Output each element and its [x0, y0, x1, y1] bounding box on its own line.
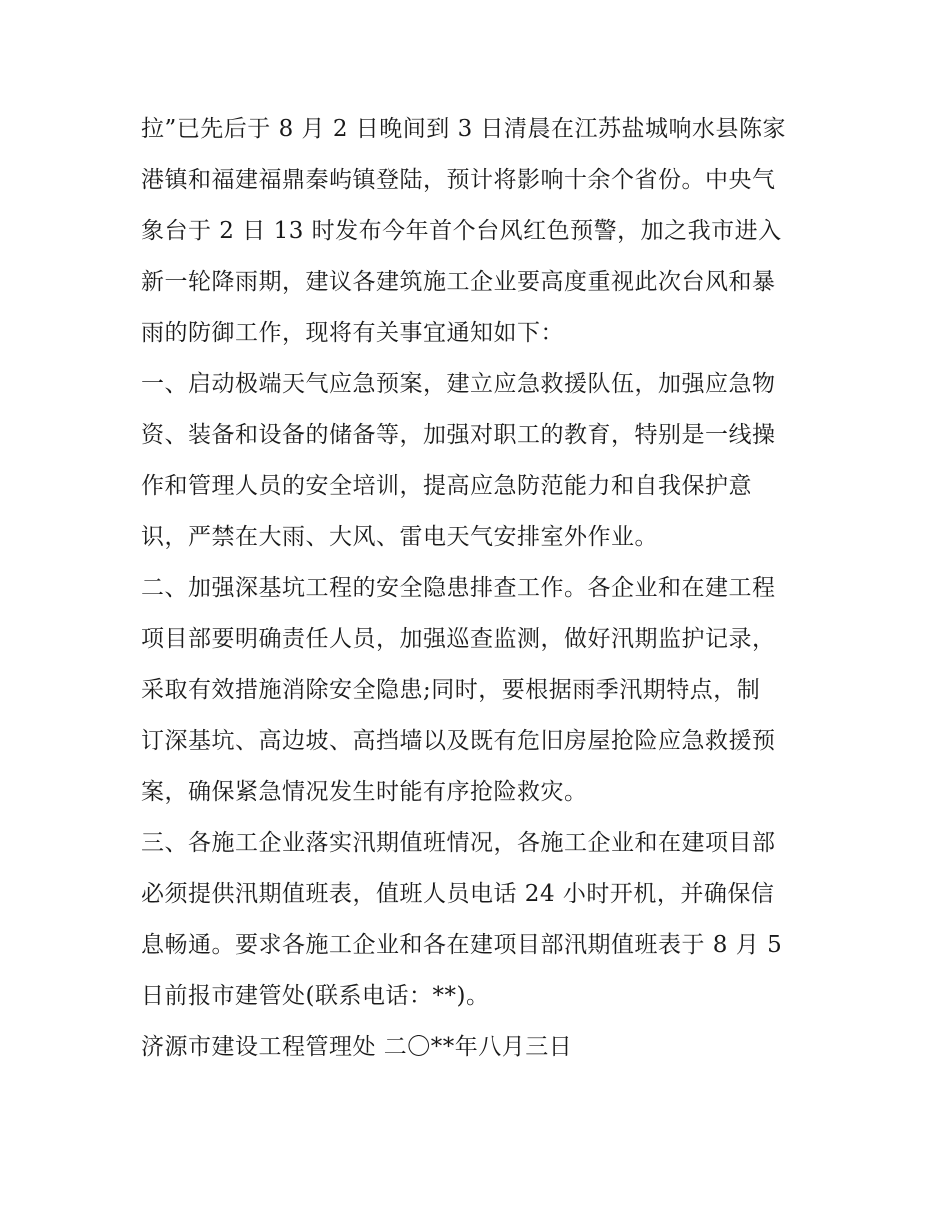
text-line: 资、装备和设备的储备等，加强对职工的教育，特别是一线操	[141, 422, 776, 448]
text-line: 象台于 2 日 13 时发布今年首个台风红色预警，加之我市进入	[141, 218, 782, 244]
text-line: 订深基坑、高边坡、高挡墙以及既有危旧房屋抢险应急救援预	[141, 728, 776, 754]
text-line: 必须提供汛期值班表，值班人员电话 24 小时开机，并确保信	[141, 881, 775, 907]
text-line: 作和管理人员的安全培训，提高应急防范能力和自我保护意	[141, 473, 752, 499]
signature-line: 济源市建设工程管理处 二〇**年八月三日	[141, 1034, 573, 1060]
text-line: 采取有效措施消除安全隐患;同时，要根据雨季汛期特点，制	[141, 677, 761, 703]
text-line: 案，确保紧急情况发生时能有序抢险救灾。	[141, 779, 588, 805]
text-line: 日前报市建管处(联系电话：**)。	[141, 983, 490, 1009]
section-two-line: 二、加强深基坑工程的安全隐患排查工作。各企业和在建工程	[141, 575, 776, 601]
text-line: 雨的防御工作，现将有关事宜通知如下：	[141, 320, 564, 346]
text-line: 新一轮降雨期，建议各建筑施工企业要高度重视此次台风和暴	[141, 269, 776, 295]
section-three-line: 三、各施工企业落实汛期值班情况，各施工企业和在建项目部	[141, 830, 776, 856]
text-line: 项目部要明确责任人员，加强巡查监测，做好汛期监护记录，	[141, 626, 776, 652]
document-body	[141, 104, 813, 1073]
text-line: 息畅通。要求各施工企业和各在建项目部汛期值班表于 8 月 5	[141, 932, 783, 958]
section-one-line: 一、启动极端天气应急预案，建立应急救援队伍，加强应急物	[141, 371, 776, 397]
text-line: 拉”已先后于 8 月 2 日晚间到 3 日清晨在江苏盐城响水县陈家	[141, 116, 787, 142]
text-line: 识，严禁在大雨、大风、雷电天气安排室外作业。	[141, 524, 658, 550]
text-line: 港镇和福建福鼎秦屿镇登陆，预计将影响十余个省份。中央气	[141, 167, 776, 193]
